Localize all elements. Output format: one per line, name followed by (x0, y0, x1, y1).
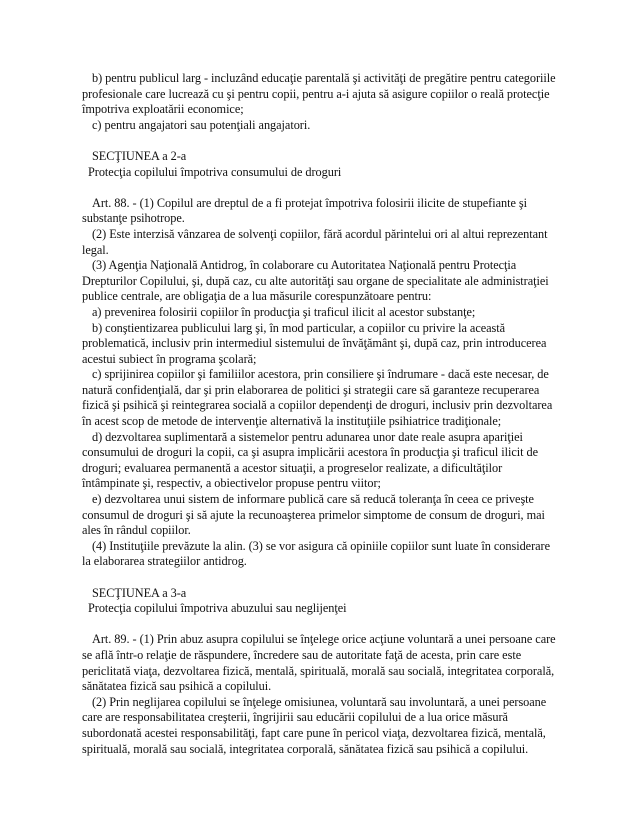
spacer (82, 180, 560, 196)
section-2-label: SECŢIUNEA a 2-a (92, 148, 187, 163)
art-88-para-3: (3) Agenţia Naţională Antidrog, în colaborare cu Autoritatea Naţională pentru Protecţia Drepturilor Copilului, şi, după caz, cu alte autorităţi sau organe de specialitate ale administraţiei publice centrale, are obligaţia de a lua măsurile corespunzătoare pentru: (82, 258, 549, 304)
art-88-para-1: Art. 88. - (1) Copilul are dreptul de a fi protejat împotriva folosirii ilicite de stupefiante şi substanţe psihotrope. (82, 195, 527, 226)
art-88-item-b: b) conştientizarea publicului larg şi, în mod particular, a copiilor cu privire la această problematică, inclusiv prin intermediul sistemului de învăţământ şi, după caz, prin introducerea acestui subiect în programa şcolară; (82, 320, 547, 366)
art-88-item-e: e) dezvoltarea unui sistem de informare publică care să reducă toleranţa în ceea ce priveşte consumul de droguri şi să ajute la recunoaşterea primelor simptome de consum de droguri, mai ales în rândul copiilor. (82, 492, 545, 538)
document-body (82, 71, 560, 757)
spacer (82, 133, 560, 149)
section-3-title: Protecţia copilului împotriva abuzului sau neglijenţei (88, 601, 347, 616)
art-89-para-2: (2) Prin neglijarea copilului se înţelege omisiunea, voluntară sau involuntară, a unei persoane care are responsabilitatea creşterii, îngrijirii sau educării copilului de a lua orice măsură subordonată acestei responsabilităţi, fapt care pune în pericol viaţa, dezvoltarea fizică, mentală, spirituală, morală sau socială, integritatea corporală, sănătatea fizică sau psihică a copilului. (82, 694, 547, 756)
section-2-title: Protecţia copilului împotriva consumului de droguri (88, 164, 342, 179)
section-3-label: SECŢIUNEA a 3-a (92, 585, 187, 600)
spacer (82, 570, 560, 586)
paragraph-b-public: b) pentru publicul larg - incluzând educaţie parentală şi activităţi de pregătire pentru categoriile profesionale care lucrează cu şi pentru copii, pentru a-i ajuta să asigure copiilor o reală protecţie împotriva exploatării economice; (82, 71, 556, 117)
art-88-item-a: a) prevenirea folosirii copiilor în producţia şi traficul ilicit al acestor substanţe; (92, 304, 476, 319)
paragraph-c-employers: c) pentru angajatori sau potenţiali angajatori. (92, 117, 311, 132)
art-89-para-1: Art. 89. - (1) Prin abuz asupra copilului se înţelege orice acţiune voluntară a unei persoane care se află într-o relaţie de răspundere, încredere sau de autoritate faţă de acesta, prin care este periclitată viaţa, dezvoltarea fizică, mentală, spirituală, morală sau socială, integritatea corporală, sănătatea fizică sau psihică a copilului. (82, 632, 556, 694)
art-88-para-4: (4) Instituţiile prevăzute la alin. (3) se vor asigura că opiniile copiilor sunt luate în considerare la elaborarea strategiilor antidrog. (82, 538, 550, 569)
art-88-item-c: c) sprijinirea copiilor şi familiilor acestora, prin consiliere şi îndrumare - dacă este necesar, de natură confidenţială, dar şi prin elaborarea de politici şi strategii care să garanteze recuperarea fizică şi psihică şi reintegrarea socială a copiilor dependenţi de droguri, inclusiv prin dezvoltarea în acest scop de metode de intervenţie alternativă la instituţiile psihiatrice tradiţionale; (82, 367, 553, 429)
spacer (82, 617, 560, 633)
art-88-para-2: (2) Este interzisă vânzarea de solvenţi copiilor, fără acordul părintelui ori al altui reprezentant legal. (82, 226, 548, 257)
art-88-item-d: d) dezvoltarea suplimentară a sistemelor pentru adunarea unor date reale asupra apariţiei consumului de droguri la copii, ca şi asupra implicării acestora în producţia şi traficul ilicit de droguri; evaluarea permanentă a acestor situaţii, a progreselor realizate, a dificultăţilor întâmpinate şi, respectiv, a obiectivelor propuse pentru viitor; (82, 429, 539, 491)
